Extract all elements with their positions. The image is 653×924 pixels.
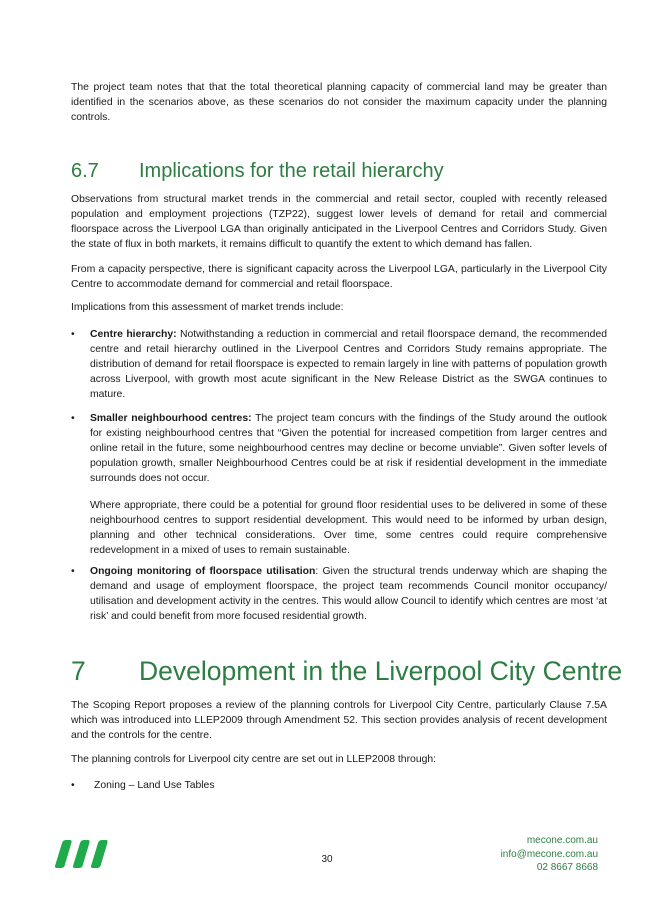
section-number: 6.7 (71, 160, 99, 182)
logo-shapes (55, 840, 108, 868)
section-6-7-paragraph-1: Observations from structural market trends in the commercial and retail sector, coupled with recently released population and employment projections (TZP22), suggest lower levels of demand for retail and commercial floorspace across the Liverpool LGA than originally anticipated in the Liverpool Centres and Corridors Study. Given the state of flux in both markets, it remains difficult to quantify the extent to which demand has fallen. (71, 194, 607, 250)
bullet-text: The project team concurs with the findings of the Study around the outlook for existing neighbourhood centres that “Given the potential for increased competition from larger centres and online retail in the future, some neighbourhood centres may decline or become unviable”. Given softer levels of population growth, smaller Neighbourhood Centres could be at risk if residential development in the immediate surrounds does not occur. (90, 413, 607, 484)
footer-contact (501, 834, 598, 875)
bullet-text: Notwithstanding a reduction in commercial and retail floorspace demand, the recommended centre and retail hierarchy outlined in the Liverpool Centres and Corridors Study remains appropriate. The distribution of demand for retail floorspace is expected to remain largely in line with patterns of population growth across Liverpool, with growth most acute significant in the New Release District as the SWGA continues to mature. (90, 329, 608, 400)
bullet-dot: • (71, 329, 75, 340)
bullet-dot: • (71, 566, 75, 577)
section-7-paragraph-2: The planning controls for Liverpool city centre are set out in LLEP2008 through: (71, 754, 437, 765)
bullet-smaller-neighbourhood-centres (71, 411, 607, 558)
bullet-lead: Ongoing monitoring of floorspace utilisation (90, 566, 316, 577)
bullet-dot: • (71, 780, 75, 791)
section-number: 7 (71, 656, 86, 686)
section-6-7-paragraph-2: From a capacity perspective, there is significant capacity across the Liverpool LGA, particularly in the Liverpool City Centre to accommodate demand for commercial and retail floorspace. (71, 264, 607, 290)
bullet-text: : Given the structural trends underway which are shaping the demand and usage of employment floorspace, the project team recommends Council monitor occupancy/ utilisation and development activity in the centres. This would allow Council to identify which centres are most ‘at risk’ and could benefit from more focused residential growth. (90, 566, 607, 622)
section-title: Development in the Liverpool City Centre (139, 656, 623, 686)
bullet-continuation: Where appropriate, there could be a potential for ground floor residential uses to be delivered in some of these neighbourhood centres to support residential development. This would need to be informed by urban design, planning and other technical considerations. Over time, some centres could require comprehensive redevelopment in a mixed of uses to remain sustainable. (90, 500, 607, 556)
footer-email: info@mecone.com.au (500, 848, 598, 860)
bullet-lead: Centre hierarchy: (90, 329, 177, 340)
section-6-7-paragraph-3: Implications from this assessment of market trends include: (71, 302, 344, 313)
section-heading-6-7 (71, 160, 444, 183)
bullet-ongoing-monitoring (71, 564, 607, 624)
footer-phone: 02 8667 8668 (536, 862, 598, 873)
bullet-zoning (71, 778, 607, 793)
mecone-logo-icon (55, 839, 113, 869)
bullet-centre-hierarchy (71, 327, 607, 402)
bullet-dot: • (71, 413, 75, 424)
intro-paragraph: The project team notes that that the total theoretical planning capacity of commercial land may be greater than identified in the scenarios above, as these scenarios do not consider the maximum capacity under the planning controls. (71, 82, 607, 123)
bullet-lead: Smaller neighbourhood centres: (90, 413, 252, 424)
bullet-text: Zoning – Land Use Tables (94, 780, 215, 791)
section-heading-7 (71, 656, 622, 687)
section-title: Implications for the retail hierarchy (139, 160, 444, 182)
footer-website: mecone.com.au (526, 835, 598, 846)
page-number: 30 (321, 854, 333, 865)
section-7-paragraph-1: The Scoping Report proposes a review of the planning controls for Liverpool City Centre, particularly Clause 7.5A which was introduced into LLEP2009 through Amendment 52. This section provides analysis of recent development and the controls for the centre. (71, 700, 607, 741)
